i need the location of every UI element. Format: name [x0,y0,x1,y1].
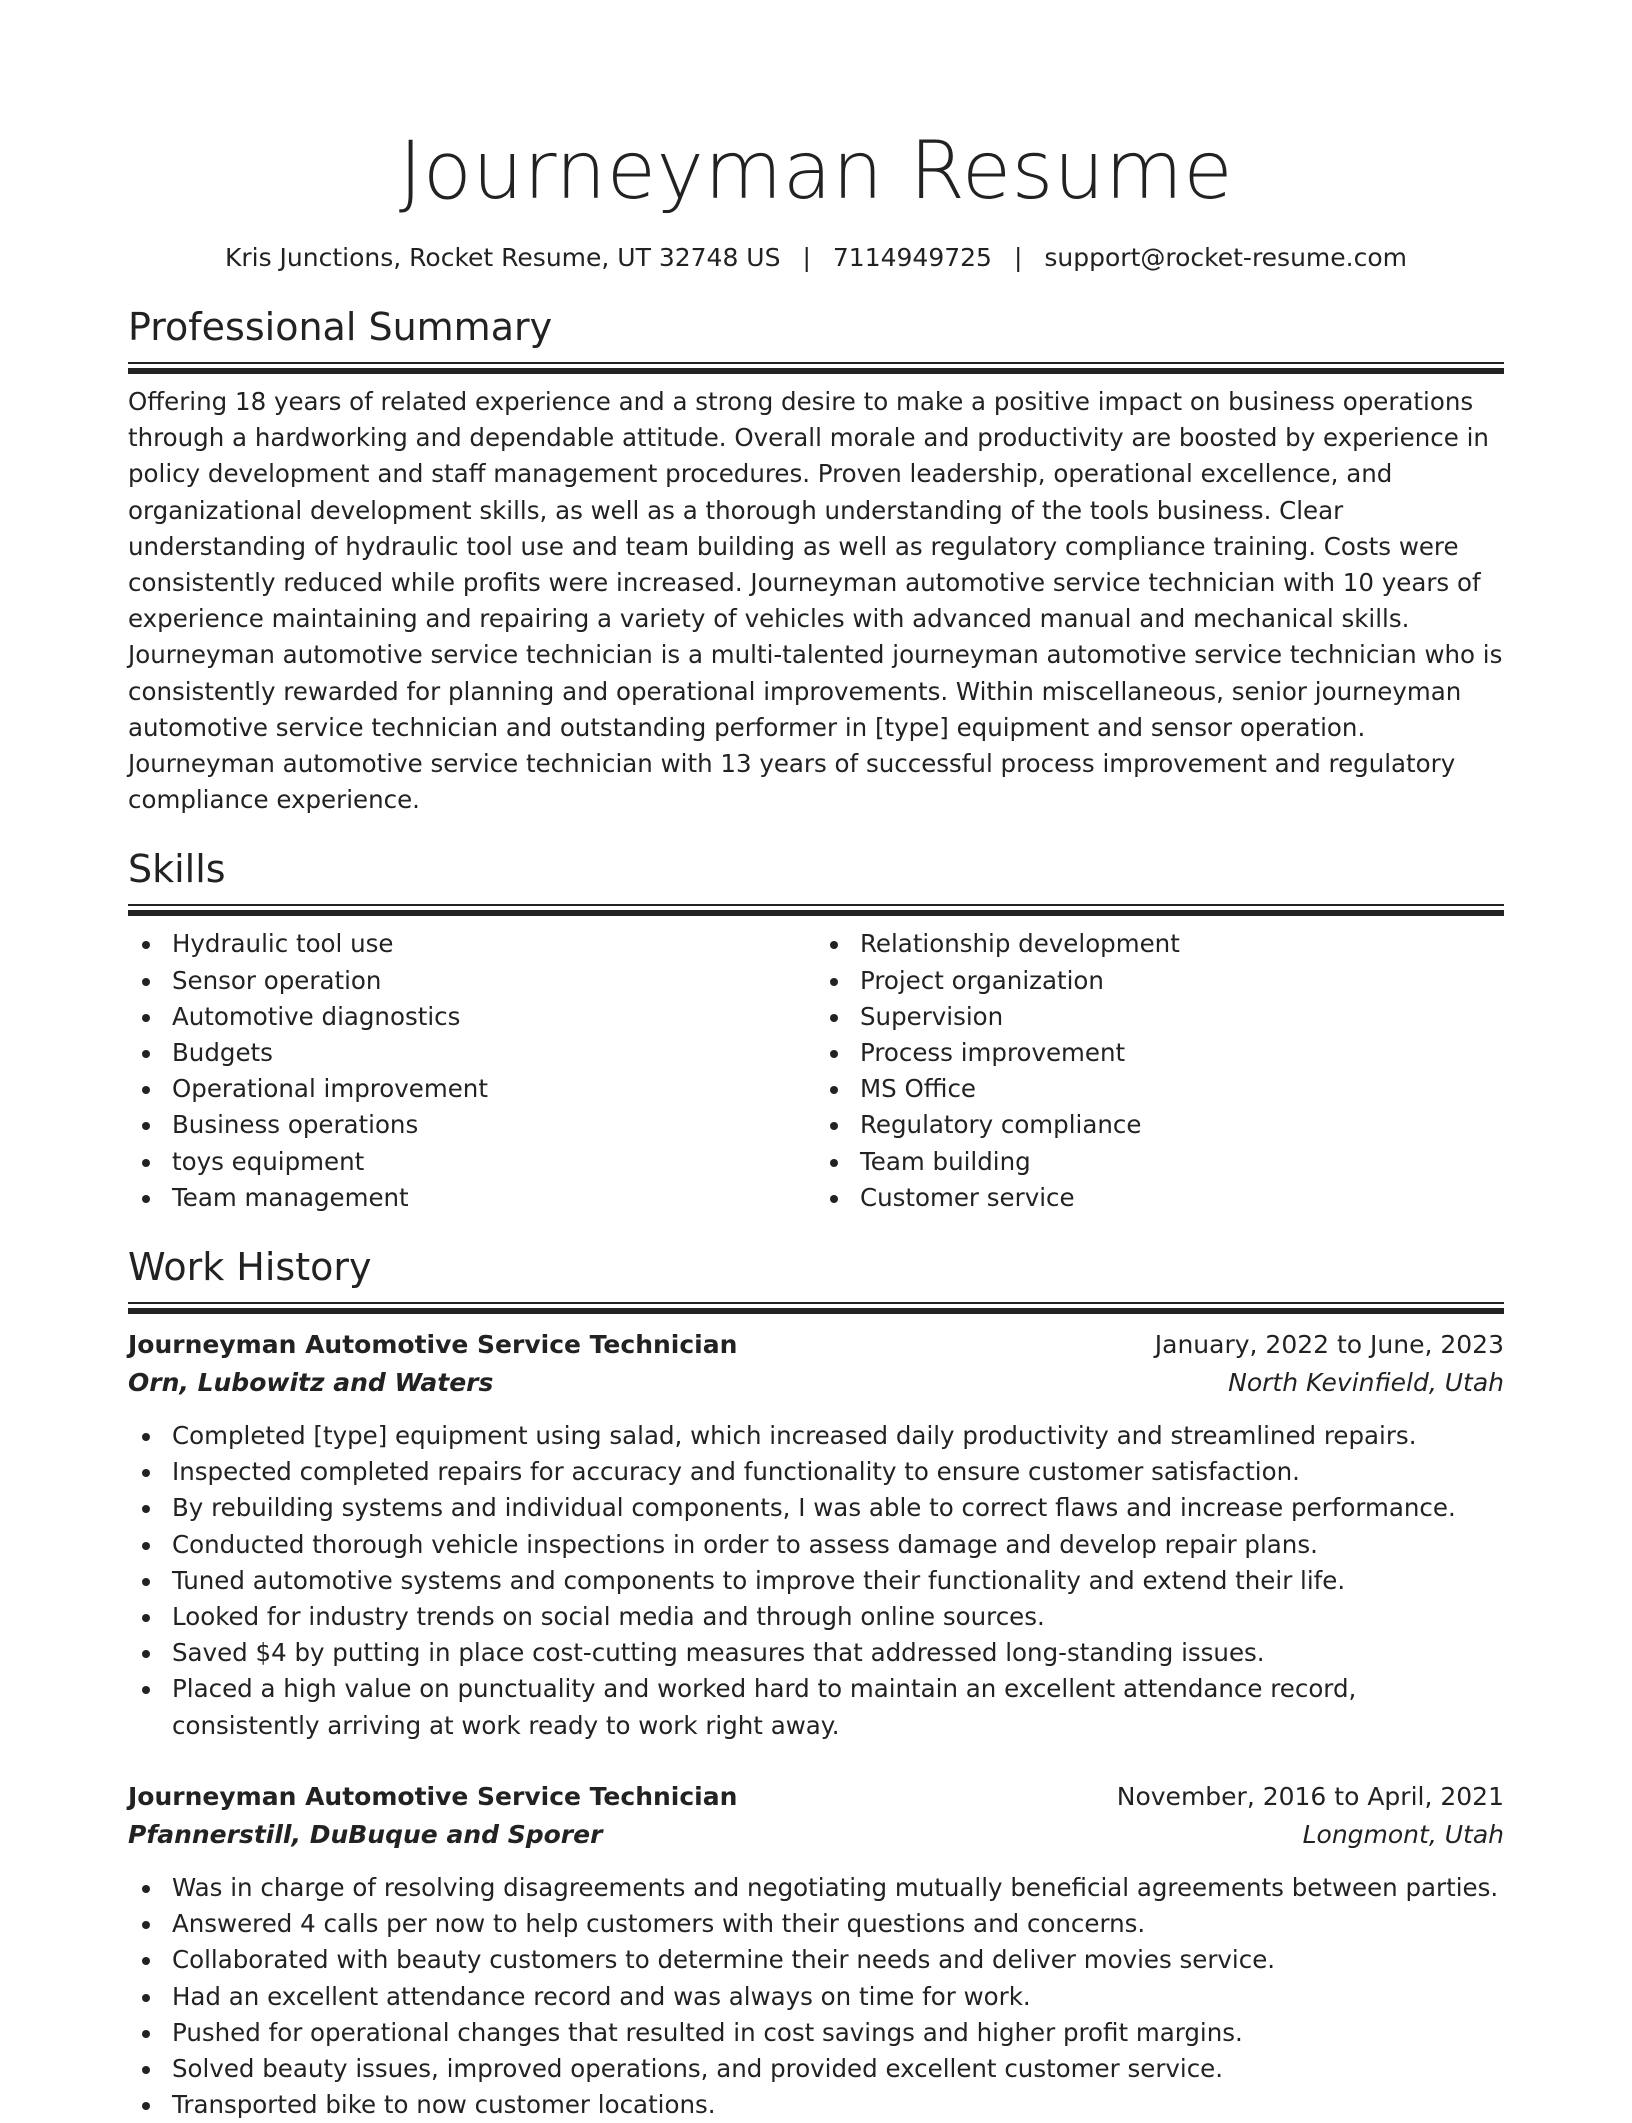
skill-item: Team building [860,1144,1504,1180]
job-bullet: Pushed for operational changes that resulted in cost savings and higher profit margins. [172,2015,1504,2051]
job-bullet: Placed a high value on punctuality and worked hard to maintain an excellent attendance record, consistently arriving at work ready to work right away. [172,1671,1504,1743]
skill-item: Sensor operation [172,963,816,999]
contact-address: Kris Junctions, Rocket Resume, UT 32748 US [224,243,781,272]
skill-item: Business operations [172,1107,816,1143]
job-bullet: By rebuilding systems and individual components, I was able to correct flaws and increase performance. [172,1490,1504,1526]
contact-separator: | [1013,243,1023,272]
job-location: North Kevinfield, Utah [1228,1368,1504,1398]
contact-phone: 7114949725 [832,243,992,272]
skills-columns [128,926,1504,1216]
job-bullet: Was in charge of resolving disagreements and negotiating mutually beneficial agreements between parties. [172,1870,1504,1906]
job-dates: January, 2022 to June, 2023 [1154,1330,1504,1360]
job-bullet: Conducted thorough vehicle inspections in order to assess damage and develop repair plans. [172,1527,1504,1563]
contact-email: support@rocket-resume.com [1044,243,1408,272]
job-bullet: Inspected completed repairs for accuracy and functionality to ensure customer satisfaction. [172,1454,1504,1490]
skill-item: MS Office [860,1071,1504,1107]
job-title: Journeyman Automotive Service Technician [128,1330,738,1360]
skills-list-right [816,926,1504,1216]
job-bullet: Answered 4 calls per now to help customers with their questions and concerns. [172,1906,1504,1942]
skill-item: Customer service [860,1180,1504,1216]
skill-item: Automotive diagnostics [172,999,816,1035]
section-divider [128,362,1504,368]
job-bullet: Completed [type] equipment using salad, which increased daily productivity and streamlined repairs. [172,1418,1504,1454]
skill-item: Project organization [860,963,1504,999]
contact-line [128,240,1504,276]
summary-text: Offering 18 years of related experience and a strong desire to make a positive impact on business operations through a hardworking and dependable attitude. Overall morale and productivity are boosted by experience in policy development and staff management procedures. Proven leadership, operational excellence, and organizational development skills, as well as a thorough understanding of the tools business. Clear understanding of hydraulic tool use and team building as well as regulatory compliance training. Costs were consistently reduced while profits were increased. Journeyman automotive service technician with 10 years of experience maintaining and repairing a variety of vehicles with advanced manual and mechanical skills. Journeyman automotive service technician is a multi-talented journeyman automotive service technician who is consistently rewarded for planning and operational improvements. Within miscellaneous, senior journeyman automotive service technician and outstanding performer in [type] equipment and sensor operation. Journeyman automotive service technician with 13 years of successful process improvement and regulatory compliance experience. [128,387,1503,815]
job-bullet: Collaborated with beauty customers to determine their needs and deliver movies service. [172,1942,1504,1978]
skills-heading: Skills [128,847,226,892]
skill-item: Hydraulic tool use [172,926,816,962]
job-bullet: Tuned automotive systems and components to improve their functionality and extend their life. [172,1563,1504,1599]
skill-item: Relationship development [860,926,1504,962]
job-company: Pfannerstill, DuBuque and Sporer [128,1819,603,1849]
section-divider [128,904,1504,910]
contact-separator: | [802,243,811,272]
skills-list-left [128,926,816,1216]
job-bullet: Looked for industry trends on social media and through online sources. [172,1599,1504,1635]
skills-section [128,844,1504,1216]
skill-item: Budgets [172,1035,816,1071]
skill-item: Team management [172,1180,816,1216]
job-bullet: Transported bike to now customer locations. [172,2087,1504,2123]
job-dates: November, 2016 to April, 2021 [1116,1781,1504,1811]
job-entry [128,1778,1504,2123]
job-bullet: Solved beauty issues, improved operations, and provided excellent customer service. [172,2051,1504,2087]
summary-heading: Professional Summary [128,305,553,349]
job-title: Journeyman Automotive Service Technician [128,1781,738,1811]
job-location: Longmont, Utah [1302,1819,1504,1849]
job-bullet: Saved $4 by putting in place cost-cutting measures that addressed long-standing issues. [172,1635,1504,1671]
job-bullet: Had an excellent attendance record and was always on time for work. [172,1979,1504,2015]
job-bullets [128,1418,1504,1744]
work-history-heading: Work History [128,1245,372,1290]
job-company: Orn, Lubowitz and Waters [128,1368,494,1398]
skill-item: Regulatory compliance [860,1107,1504,1143]
work-history-section [128,1242,1504,2123]
summary-section [128,302,1504,818]
skill-item: Process improvement [860,1035,1504,1071]
skill-item: Supervision [860,999,1504,1035]
resume-title: Journeyman Resume [398,124,1234,217]
job-bullets [128,1870,1504,2123]
skill-item: toys equipment [172,1144,816,1180]
job-entry [128,1326,1504,1744]
skill-item: Operational improvement [172,1071,816,1107]
section-divider [128,1302,1504,1308]
